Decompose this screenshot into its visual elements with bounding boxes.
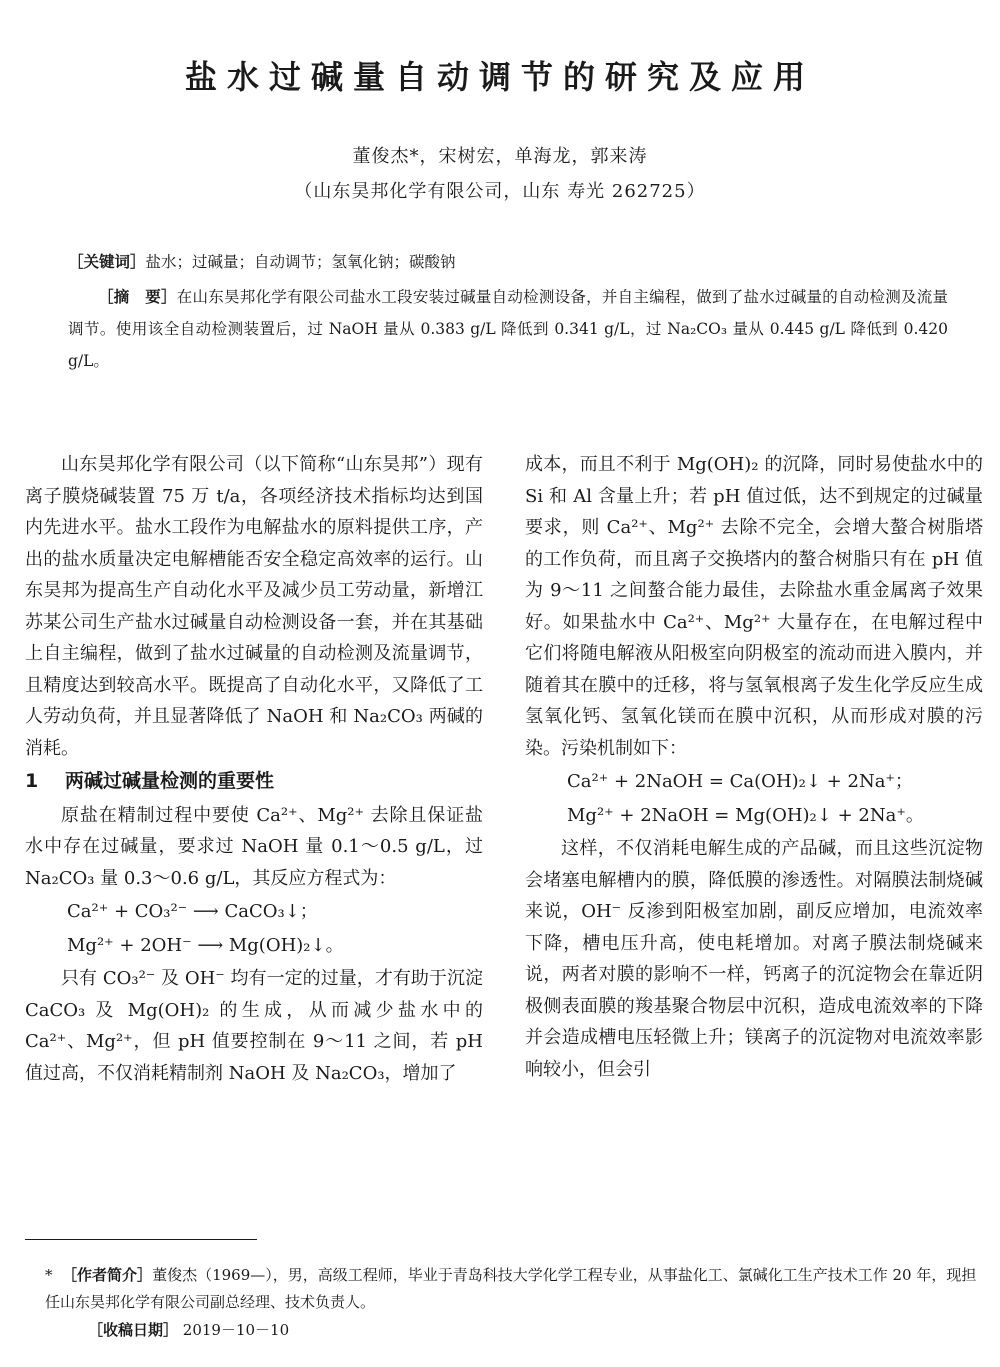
affiliation: （山东昊邦化学有限公司，山东 寿光 262725） <box>294 181 706 202</box>
right-column <box>525 449 983 1085</box>
author-info-text: 董俊杰（1969—），男，高级工程师，毕业于青岛科技大学化学工程专业，从事盐化工、氯碱化工生产技术工作 20 年，现担任山东昊邦化学有限公司副总经理、技术负责人。 <box>45 1266 977 1311</box>
equation-ca-naoh: Ca²⁺ + 2NaOH = Ca(OH)₂↓ + 2Na⁺； <box>567 771 913 792</box>
footnote-marker: * <box>45 1266 53 1284</box>
paper-title: 盐水过碱量自动调节的研究及应用 <box>184 58 815 96</box>
left-column <box>25 449 483 1089</box>
intro-paragraph: 山东昊邦化学有限公司（以下简称“山东昊邦”）现有离子膜烧碱装置 75 万 t/a，各项经济技术指标均达到国内先进水平。盐水工段作为电解盐水的原料提供工序，产出的盐水质量决定电解槽能否安全稳定高效率的运行。山东昊邦为提高生产自动化水平及减少员工劳动量，新增江苏某公司生产盐水过碱量自动检测设备一套，并在其基础上自主编程，做到了盐水过碱量的自动检测及流量调节，且精度达到较高水平。既提高了自动化水平，又降低了工人劳动负荷，并且显著降低了 NaOH 和 Na₂CO₃ 两碱的消耗。 <box>25 454 483 759</box>
author-list: 董俊杰*，宋树宏，单海龙，郭来涛 <box>352 146 648 167</box>
keywords-label: ［关键词］ <box>68 253 146 271</box>
received-label: ［收稿日期］ <box>88 1321 179 1339</box>
equation-mgoh2: Mg²⁺ + 2OH⁻ ⟶ Mg(OH)₂↓。 <box>67 934 344 956</box>
equation-caco3: Ca²⁺ + CO₃²⁻ ⟶ CaCO₃↓； <box>67 901 318 922</box>
body-paragraph: 只有 CO₃²⁻ 及 OH⁻ 均有一定的过量，才有助于沉淀 CaCO₃ 及 Mg(OH)₂ 的生成，从而减少盐水中的 Ca²⁺、Mg²⁺，但 pH 值要控制在 9～11 之间，若 pH 值过高，不仅消耗精制剂 NaOH 及 Na₂CO₃，增加了 <box>25 968 483 1084</box>
abstract-label: ［摘 要］ <box>98 288 177 306</box>
keywords-text: 盐水；过碱量；自动调节；氢氧化钠；碳酸钠 <box>145 253 456 271</box>
footnote-divider <box>25 1239 257 1240</box>
body-paragraph: 成本，而且不利于 Mg(OH)₂ 的沉降，同时易使盐水中的 Si 和 Al 含量上升；若 pH 值过低，达不到规定的过碱量要求，则 Ca²⁺、Mg²⁺ 去除不完全，会增大螯合树脂塔的工作负荷，而且离子交换塔内的螯合树脂只有在 pH 值为 9～11 之间螯合能力最佳，去除盐水重金属离子效果好。如果盐水中 Ca²⁺、Mg²⁺ 大量存在，在电解过程中它们将随电解液从阳极室向阴极室的流动而进入膜内，并随着其在膜中的迁移，将与氢氧根离子发生化学反应生成氢氧化钙、氢氧化镁而在膜中沉积，从而形成对膜的污染。污染机制如下： <box>525 454 983 759</box>
received-date: 2019－10－10 <box>182 1321 290 1339</box>
section-title: 两碱过碱量检测的重要性 <box>65 770 275 792</box>
keywords-block <box>68 246 948 278</box>
body-paragraph: 这样，不仅消耗电解生成的产品碱，而且这些沉淀物会堵塞电解槽内的膜，降低膜的渗透性。对隔膜法制烧碱来说，OH⁻ 反渗到阳极室加剧，副反应增加，电流效率下降，槽电压升高，使电耗增加。对离子膜法制烧碱来说，两者对膜的影响不一样，钙离子的沉淀物会在靠近阴极侧表面膜的羧基聚合物层中沉积，造成电流效率的下降并会造成槽电压轻微上升；镁离子的沉淀物对电流效率影响较小，但会引 <box>525 838 983 1080</box>
section-heading <box>25 766 483 798</box>
equation-mg-naoh: Mg²⁺ + 2NaOH = Mg(OH)₂↓ + 2Na⁺。 <box>567 804 924 826</box>
body-paragraph: 原盐在精制过程中要使 Ca²⁺、Mg²⁺ 去除且保证盐水中存在过碱量，要求过 NaOH 量 0.1～0.5 g/L，过 Na₂CO₃ 量 0.3～0.6 g/L，其反应方程式为： <box>25 804 483 889</box>
section-number: 1 <box>25 770 39 792</box>
abstract-block <box>68 281 948 377</box>
received-date-line <box>88 1317 1000 1344</box>
abstract-text: 在山东昊邦化学有限公司盐水工段安装过碱量自动检测设备，并自主编程，做到了盐水过碱量的自动检测及流量调节。使用该全自动检测装置后，过 NaOH 量从 0.383 g/L 降低到 0.341 g/L，过 Na₂CO₃ 量从 0.445 g/L 降低到 0.420 g/L。 <box>68 288 948 370</box>
author-info-label: ［作者简介］ <box>62 1266 153 1284</box>
author-footnote <box>45 1262 980 1316</box>
